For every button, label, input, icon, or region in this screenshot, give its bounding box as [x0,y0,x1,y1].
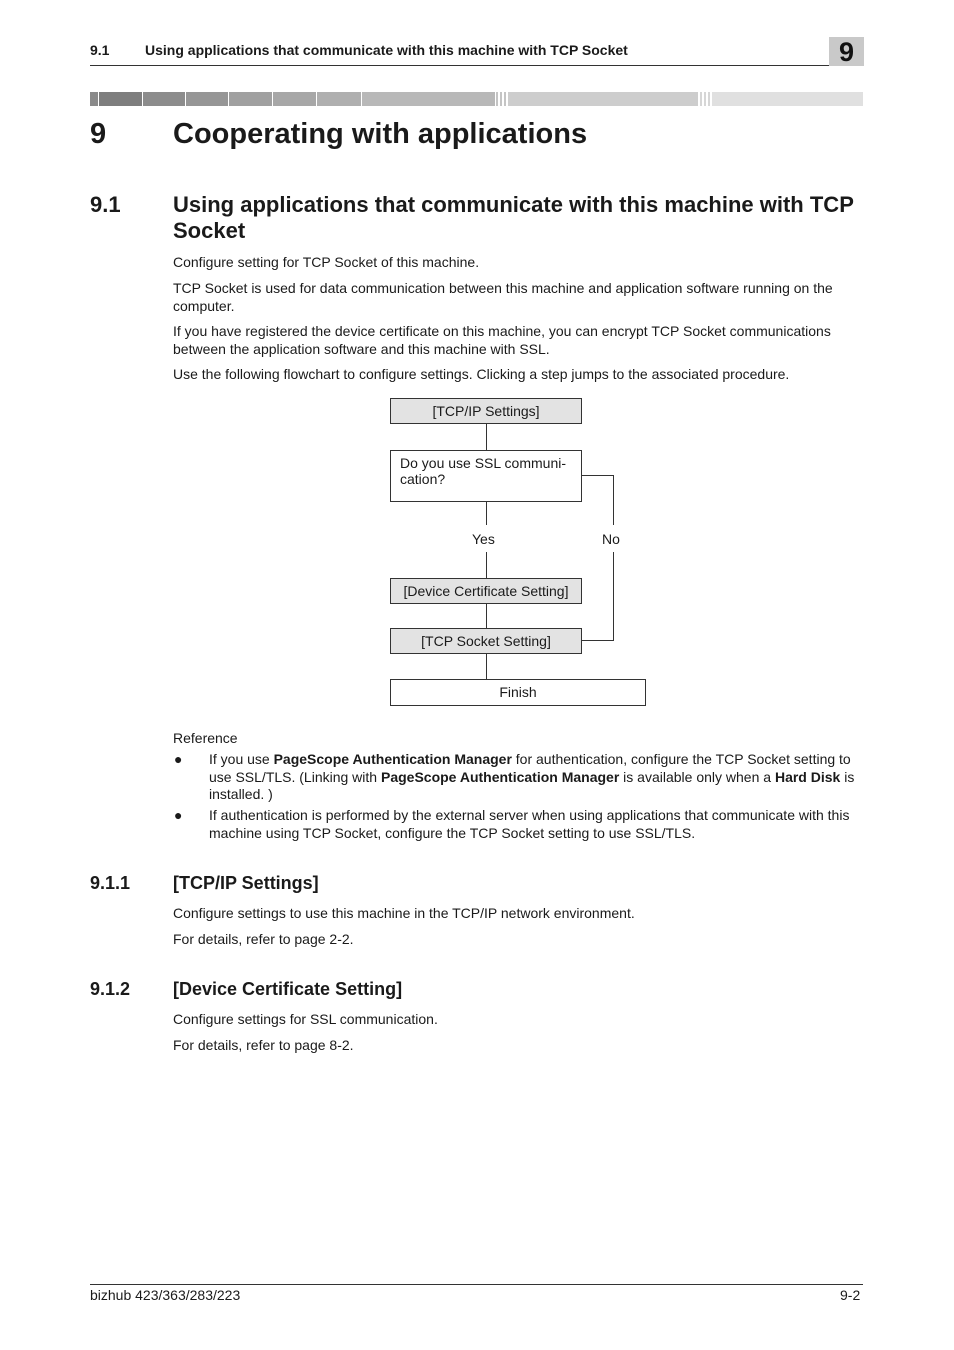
footer-product: bizhub 423/363/283/223 [90,1287,241,1303]
header-section-title: Using applications that communicate with this machine with TCP Socket [145,42,628,58]
decorative-bar [90,92,863,106]
chapter-tab: 9 [829,37,864,66]
subsection-1-number: 9.1.1 [90,873,131,893]
subsection-2-page-link[interactable]: For details, refer to page 8-2. [173,1037,354,1053]
section-title: Using applications that communicate with this machine with TCP Socket [173,192,854,243]
footer-rule [90,1284,863,1285]
section-number: 9.1 [90,192,121,217]
subsection-1-title: [TCP/IP Settings] [173,873,319,893]
bullet-icon: ● [174,807,183,823]
subsection-1-paragraph-1: Configure settings to use this machine in the TCP/IP network environment. [173,905,635,921]
flow-connector-no [581,640,614,641]
reference-bullet-2: If authentication is performed by the external server when using applications that communicate with this machine using TCP Socket, configure the TCP Socket setting to use SSL/TLS. [209,807,850,841]
flow-label-yes: Yes [472,531,495,547]
chapter-number: 9 [90,118,107,150]
flow-finish: Finish [390,679,646,706]
flow-step-tcp-socket[interactable]: [TCP Socket Setting] [390,628,582,654]
subsection-1-page-link[interactable]: For details, refer to page 2-2. [173,931,354,947]
flow-connector [486,552,487,579]
header-section-number: 9.1 [90,42,110,58]
flow-step-device-certificate[interactable]: [Device Certificate Setting] [390,578,582,604]
section-paragraph-2: TCP Socket is used for data communication between this machine and application software running on the computer. [173,280,833,314]
section-paragraph-3: If you have registered the device certificate on this machine, you can encrypt TCP Socket communications between the application software and this machine with SSL. [173,323,831,357]
section-paragraph-1: Configure setting for TCP Socket of this machine. [173,254,480,270]
flow-label-no: No [602,531,620,547]
flow-connector-no [613,475,614,525]
reference-bullet-1: If you use PageScope Authentication Manager for authentication, configure the TCP Socket setting to use SSL/TLS. (Linking with PageScope Authentication Manager is available only when a Hard Disk is installed. ) [209,751,855,802]
bullet-icon: ● [174,751,183,767]
reference-label: Reference [173,730,238,746]
chapter-title: Cooperating with applications [173,118,588,150]
flow-decision-ssl: Do you use SSL communi-cation? [390,450,582,502]
flow-connector [486,603,487,628]
section-paragraph-4: Use the following flowchart to configure settings. Clicking a step jumps to the associated procedure. [173,366,790,382]
footer-page-number: 9-2 [840,1287,861,1303]
flow-connector [486,424,487,450]
flow-connector [486,501,487,525]
flow-connector [486,654,487,679]
flow-step-tcpip-settings[interactable]: [TCP/IP Settings] [390,398,582,424]
flow-connector-no [613,552,614,641]
subsection-2-title: [Device Certificate Setting] [173,979,403,999]
flow-connector-no [581,475,613,476]
subsection-2-paragraph-1: Configure settings for SSL communication. [173,1011,438,1027]
subsection-2-number: 9.1.2 [90,979,131,999]
header-rule [90,65,830,66]
